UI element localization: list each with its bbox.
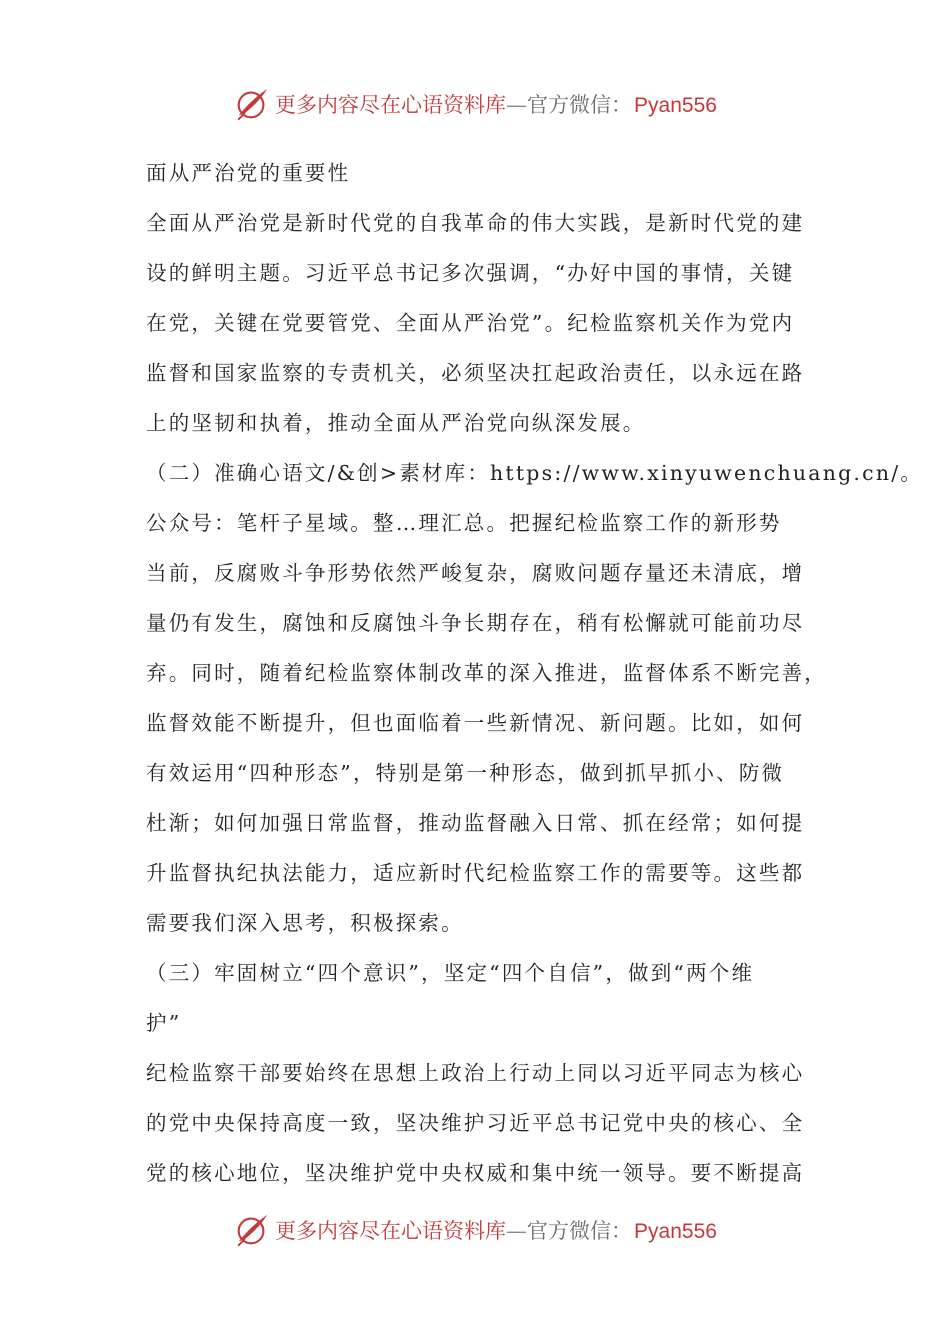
text-line: 护” bbox=[146, 1011, 182, 1035]
quill-pen-logo-icon bbox=[233, 85, 271, 123]
text-line-with-url: （二）准确心语文/&创>素材库：https://www.xinyuwenchuang.cn/。 bbox=[146, 461, 924, 485]
text-line: 杜渐；如何加强日常监督，推动监督融入日常、抓在经常；如何提 bbox=[146, 811, 805, 835]
text-line: 全面从严治党是新时代党的自我革命的伟大实践，是新时代党的建 bbox=[146, 211, 805, 235]
banner-wechat-id: Pyan556 bbox=[634, 94, 717, 117]
text-line: 升监督执纪执法能力，适应新时代纪检监察工作的需要等。这些都 bbox=[146, 861, 805, 885]
text-line: 上的坚韧和执着，推动全面从严治党向纵深发展。 bbox=[146, 411, 646, 435]
text-line: 量仍有发生，腐蚀和反腐蚀斗争长期存在，稍有松懈就可能前功尽 bbox=[146, 611, 805, 635]
banner-dash: — bbox=[506, 1219, 528, 1243]
text-line: 需要我们深入思考，积极探索。 bbox=[146, 911, 464, 935]
text-line: 有效运用“四种形态”，特别是第一种形态，做到抓早抓小、防微 bbox=[146, 761, 785, 785]
footer-banner bbox=[0, 1210, 950, 1250]
text-line: 监督和国家监察的专责机关，必须坚决扛起政治责任，以永远在路 bbox=[146, 361, 805, 385]
banner-dash: — bbox=[506, 93, 528, 117]
text-line: 当前，反腐败斗争形势依然严峻复杂，腐败问题存量还未清底，增 bbox=[146, 561, 805, 585]
text-line: 监督效能不断提升，但也面临着一些新情况、新问题。比如，如何 bbox=[146, 711, 805, 735]
text-line: 弃。同时，随着纪检监察体制改革的深入推进，监督体系不断完善， bbox=[146, 661, 827, 685]
text-line: 纪检监察干部要始终在思想上政治上行动上同以习近平同志为核心 bbox=[146, 1061, 805, 1085]
text-line: 面从严治党的重要性 bbox=[146, 161, 351, 185]
banner-text bbox=[275, 1215, 717, 1245]
text-line: （三）牢固树立“四个意识”，坚定“四个自信”，做到“两个维 bbox=[146, 961, 755, 985]
text-line: 的党中央保持高度一致，坚决维护习近平总书记党中央的核心、全 bbox=[146, 1111, 805, 1135]
header-banner bbox=[0, 84, 950, 124]
text-line: 设的鲜明主题。习近平总书记多次强调，“办好中国的事情，关键 bbox=[146, 261, 795, 285]
text-line: 在党，关键在党要管党、全面从严治党”。纪检监察机关作为党内 bbox=[146, 311, 795, 335]
banner-wechat-label: 官方微信： bbox=[527, 93, 633, 117]
banner-wechat-id: Pyan556 bbox=[634, 1220, 717, 1243]
banner-wechat-label: 官方微信： bbox=[527, 1219, 633, 1243]
banner-site-name: 更多内容尽在心语资料库 bbox=[275, 93, 507, 117]
text-line: 公众号：笔杆子星域。整…理汇总。把握纪检监察工作的新形势 bbox=[146, 511, 782, 535]
banner-site-name: 更多内容尽在心语资料库 bbox=[275, 1219, 507, 1243]
document-body bbox=[146, 148, 924, 1198]
banner-text bbox=[275, 89, 717, 119]
text-line: 党的核心地位，坚决维护党中央权威和集中统一领导。要不断提高 bbox=[146, 1161, 805, 1185]
quill-pen-logo-icon bbox=[233, 1211, 271, 1249]
